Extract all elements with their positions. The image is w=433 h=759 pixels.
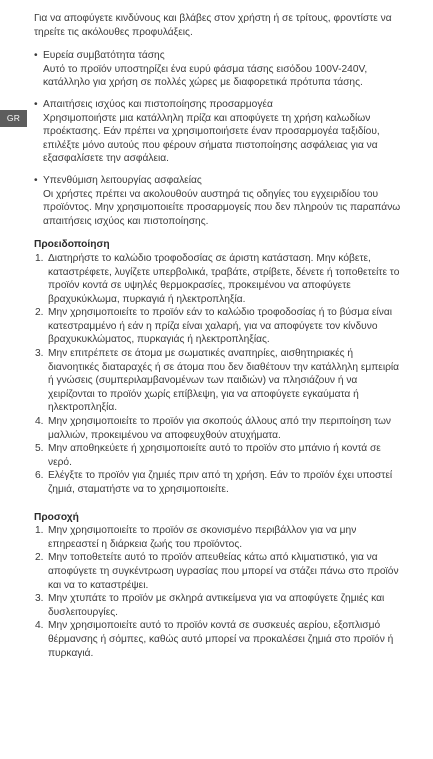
bullet-dot: •	[34, 50, 38, 62]
item-number: 6.	[35, 470, 44, 482]
item-number: 5.	[35, 443, 44, 455]
bullet-title: Απαιτήσεις ισχύος και πιστοποίησης προσαρμογέα	[43, 98, 273, 110]
warning-item	[34, 442, 404, 469]
bullet-title: Υπενθύμιση λειτουργίας ασφαλείας	[43, 174, 202, 186]
warning-item	[34, 252, 404, 306]
language-tab: GR	[0, 110, 27, 127]
bullet-title: Ευρεία συμβατότητα τάσης	[43, 50, 165, 62]
caution-list	[34, 524, 404, 660]
bullet-list	[34, 49, 404, 228]
caution-item-text: Μην τοποθετείτε αυτό το προϊόν απευθείας κάτω από κλιματιστικό, για να αποφύγετε τη συγκέντρωση υγρασίας που μπορεί να στάζει πάνω στο προϊόν και να το καταστρέψει.	[48, 552, 399, 591]
warning-item-text: Μην αποθηκεύετε ή χρησιμοποιείτε αυτό το προϊόν στο μπάνιο ή κοντά σε νερό.	[48, 443, 381, 468]
warning-item	[34, 306, 404, 347]
warning-item-text: Ελέγξτε το προϊόν για ζημιές πριν από τη χρήση. Εάν το προϊόν έχει υποστεί ζημιά, σταματήστε να το χρησιμοποιείτε.	[48, 470, 393, 495]
item-number: 4.	[35, 416, 44, 428]
caution-item-text: Μην χτυπάτε το προϊόν με σκληρά αντικείμενα για να αποφύγετε ζημιές και δυσλειτουργίες.	[48, 593, 385, 618]
warning-item-text: Μην χρησιμοποιείτε το προϊόν για σκοπούς άλλους από την περιποίηση των μαλλιών, προκειμένου να αποφευχθούν ατυχήματα.	[48, 416, 392, 441]
caution-item	[34, 619, 404, 660]
warning-item	[34, 415, 404, 442]
bullet-text: Χρησιμοποιήστε μια κατάλληλη πρίζα και αποφύγετε τη χρήση καλωδίων προέκτασης. Εάν πρέπει να χρησιμοποιήσετε έναν προσαρμογέα ταξιδίου, επιλέξτε μόνο αυτούς που φέρουν σήματα πιστοποίησης ασφάλειας για να εξασφαλίσετε την ασφάλεια.	[43, 112, 380, 165]
warning-item-text: Μην χρησιμοποιείτε το προϊόν εάν το καλώδιο τροφοδοσίας ή το βύσμα είναι κατεστραμμένο ή εάν η πρίζα είναι χαλαρή, για να αποφύγετε τον κίνδυνο βραχυκυκλώματος, πυρκαγιάς ή ηλεκτροπληξίας.	[48, 307, 392, 346]
item-number: 3.	[35, 593, 44, 605]
caution-item-text: Μην χρησιμοποιείτε το προϊόν σε σκονισμένο περιβάλλον για να μην επηρεαστεί η διάρκεια ζωής του προϊόντος.	[48, 525, 357, 550]
bullet-item	[34, 174, 404, 228]
warning-item	[34, 469, 404, 496]
item-number: 1.	[35, 525, 44, 537]
item-number: 2.	[35, 307, 44, 319]
caution-item	[34, 592, 404, 619]
bullet-dot: •	[34, 98, 38, 110]
warning-item-text: Διατηρήστε το καλώδιο τροφοδοσίας σε άριστη κατάσταση. Μην κόβετε, καταστρέφετε, λυγίζετε υπερβολικά, τραβάτε, στρίβετε, δένετε ή τοποθετείτε το προϊόν κοντά σε υψηλές θερμοκρασίες, προκειμένου να αποφύγετε βραχυκύκλωμα, πυρκαγιά ή ηλεκτροπληξία.	[48, 252, 400, 305]
caution-item-text: Μην χρησιμοποιείτε αυτό το προϊόν κοντά σε συσκευές αερίου, εξοπλισμό θέρμανσης ή σόμπες, καθώς αυτό μπορεί να προκαλέσει ζημιά στο προϊόν ή πυρκαγιά.	[48, 620, 394, 659]
intro-paragraph: Για να αποφύγετε κινδύνους και βλάβες στον χρήστη ή σε τρίτους, φροντίστε να τηρείτε τις ακόλουθες προφυλάξεις.	[34, 13, 392, 38]
warning-item-text: Μην επιτρέπετε σε άτομα με σωματικές αναπηρίες, αισθητηριακές ή διανοητικές διαταραχές ή σε άτομα που δεν διαθέτουν την κατάλληλη εμπειρία ή γνώσεις (συμπεριλαμβανομένων των παιδιών) να πλησιάζουν ή να χειρίζονται το προϊόν χωρίς επίβλεψη, για να αποφύγετε εγκαύματα ή ηλεκτροπληξία.	[48, 348, 400, 414]
bullet-text: Αυτό το προϊόν υποστηρίζει ένα ευρύ φάσμα τάσης εισόδου 100V-240V, κατάλληλο για χρήση σε πολλές χώρες με διαφορετικά πρότυπα τάσης.	[43, 63, 368, 89]
bullet-dot: •	[34, 174, 38, 186]
caution-heading: Προσοχή	[34, 511, 79, 523]
bullet-item	[34, 49, 404, 90]
warning-heading: Προειδοποίηση	[34, 239, 110, 251]
item-number: 3.	[35, 348, 44, 360]
caution-item	[34, 551, 404, 592]
warning-item	[34, 347, 404, 415]
item-number: 1.	[35, 252, 44, 264]
bullet-item	[34, 98, 404, 166]
item-number: 2.	[35, 552, 44, 564]
caution-item	[34, 524, 404, 551]
warning-list	[34, 252, 404, 497]
manual-content	[34, 12, 404, 660]
bullet-text: Οι χρήστες πρέπει να ακολουθούν αυστηρά τις οδηγίες του εγχειριδίου του προϊόντος. Μην χρησιμοποιείτε προσαρμογείς που δεν πληρούν τις παραπάνω απαιτήσεις ισχύος και πιστοποίησης.	[43, 188, 401, 227]
item-number: 4.	[35, 620, 44, 632]
